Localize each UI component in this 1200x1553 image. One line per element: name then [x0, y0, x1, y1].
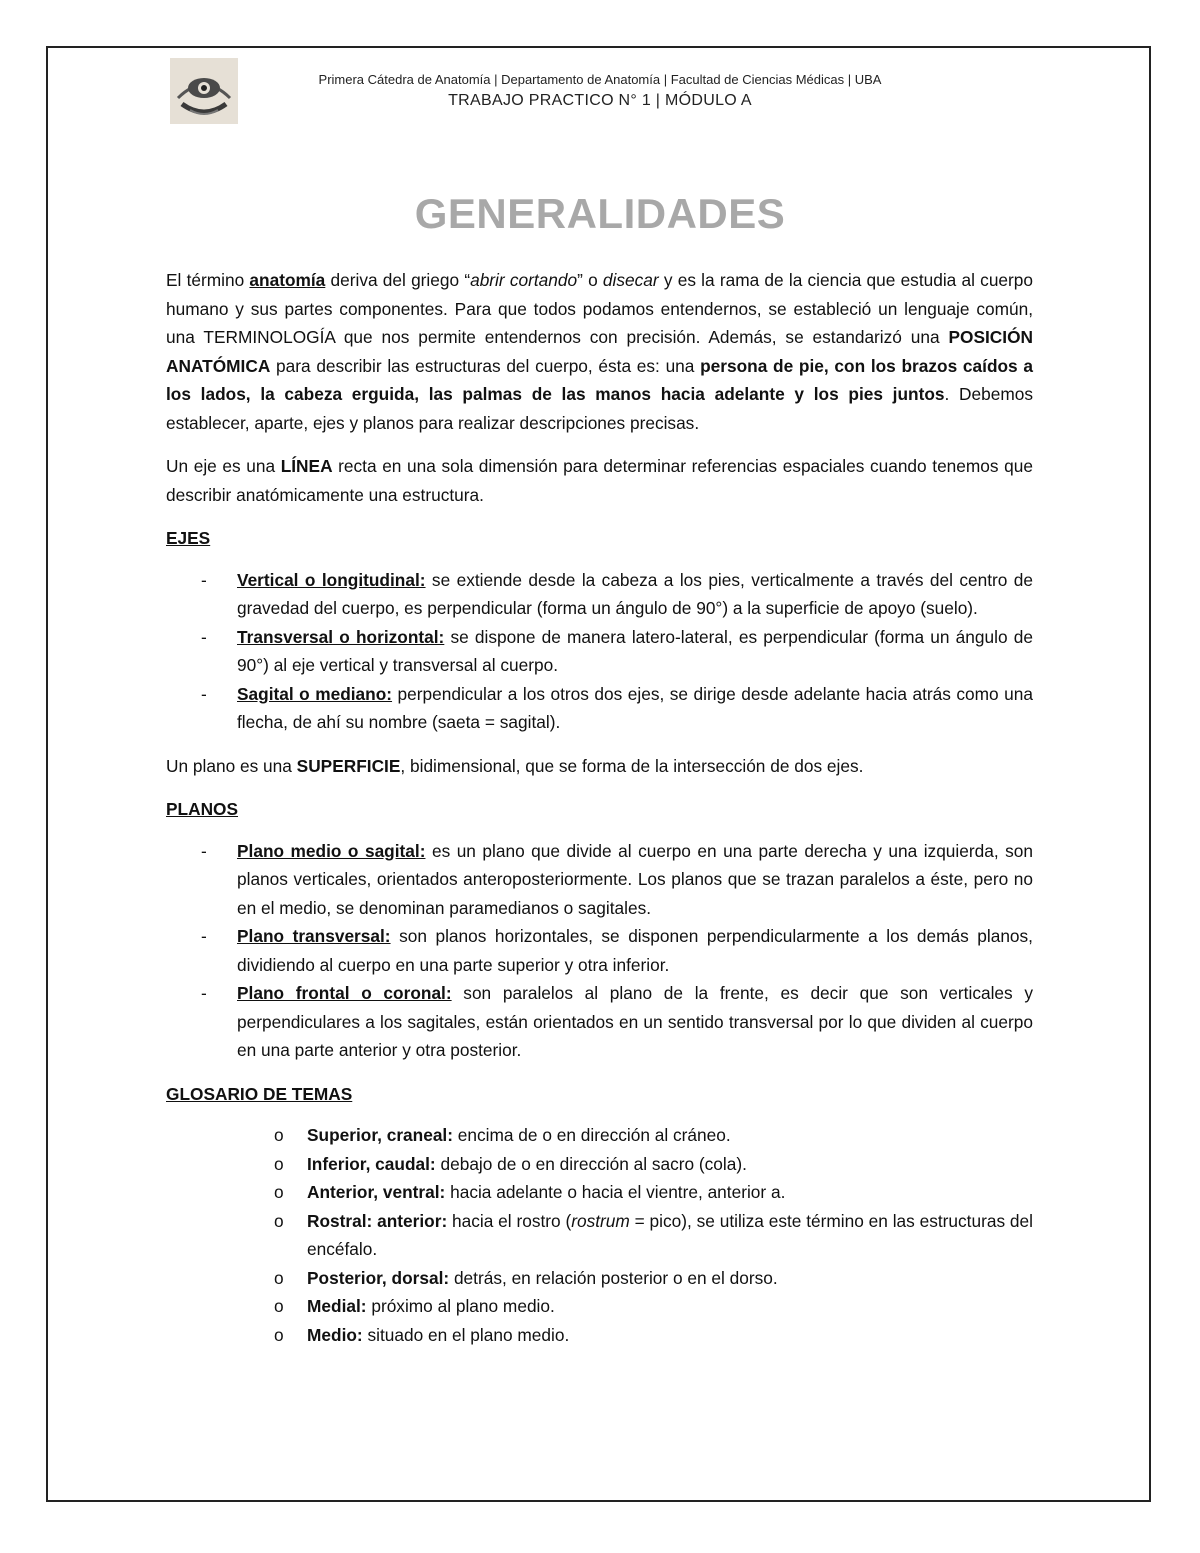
- list-text: hacia adelante o hacia el vientre, anterior a.: [445, 1182, 786, 1202]
- list-text: = pico), se utiliza este término en las estructuras del encéfalo.: [307, 1210, 1033, 1259]
- ejes-list: [166, 566, 1033, 737]
- text-run: El término: [166, 270, 250, 290]
- text-run: ” o: [577, 270, 603, 290]
- planos-list: [166, 837, 1033, 1065]
- term-superficie: SUPERFICIE: [296, 755, 401, 776]
- list-term: Vertical o longitudinal:: [237, 569, 426, 590]
- list-text: debajo de o en dirección al sacro (cola).: [435, 1153, 747, 1174]
- circle-marker: o: [274, 1153, 284, 1174]
- text-run: deriva del griego “: [325, 270, 471, 290]
- circle-marker: o: [274, 1210, 284, 1231]
- dash-marker: -: [201, 626, 207, 647]
- list-term: Plano frontal o coronal:: [237, 983, 452, 1003]
- list-term: Medio:: [307, 1324, 363, 1345]
- page-title: GENERALIDADES: [414, 190, 786, 237]
- text-run: para describir las estructuras del cuerpo, ésta es: una: [270, 355, 701, 376]
- list-term: Plano transversal:: [237, 926, 391, 946]
- circle-marker: o: [274, 1296, 284, 1316]
- list-text: se extiende desde la cabeza a los pies, verticalmente a través del centro de gravedad del cuerpo, es perpendicular (forma un ángulo de 90°) a la superficie de apoyo (suelo).: [237, 569, 1034, 618]
- circle-marker: o: [274, 1125, 284, 1145]
- circle-marker: o: [274, 1182, 284, 1202]
- list-item: [166, 1264, 1033, 1293]
- glosario-heading: GLOSARIO DE TEMAS: [166, 1083, 353, 1104]
- list-item: [166, 680, 1033, 737]
- eye-logo-icon: [170, 58, 238, 124]
- list-item: [166, 1292, 1033, 1321]
- term-rostrum: rostrum: [571, 1210, 630, 1231]
- posicion-description: persona de pie, con los brazos caídos a los lados, la cabeza erguida, las palmas de las manos hacia adelante y los pies juntos: [166, 355, 1033, 404]
- list-text: se dispone de manera latero-lateral, es perpendicular (forma un ángulo de 90°) al eje vertical y transversal al cuerpo.: [237, 626, 1033, 675]
- list-term: Sagital o mediano:: [237, 683, 393, 704]
- list-item: [166, 1321, 1033, 1350]
- list-text: perpendicular a los otros dos ejes, se dirige desde adelante hacia atrás como una flecha, de ahí su nombre (saeta = sagital).: [237, 683, 1034, 732]
- list-item: [166, 623, 1033, 680]
- list-term: Plano medio o sagital:: [237, 840, 426, 861]
- list-text: situado en el plano medio.: [362, 1324, 570, 1345]
- text-run: Un plano es una: [166, 755, 297, 776]
- term-linea: LÍNEA: [280, 456, 333, 476]
- planos-heading: PLANOS: [166, 799, 239, 819]
- list-term: Transversal o horizontal:: [237, 626, 445, 647]
- plano-definition: [166, 752, 1033, 781]
- list-item: [166, 1150, 1033, 1179]
- ejes-heading: EJES: [166, 528, 211, 548]
- dash-marker: -: [201, 569, 207, 590]
- list-term: Posterior, dorsal:: [307, 1267, 450, 1288]
- term-abrir-cortando: abrir cortando: [470, 270, 578, 290]
- list-text: detrás, en relación posterior o en el dorso.: [449, 1267, 778, 1288]
- text-run: Un eje es una: [166, 456, 281, 476]
- list-item: [166, 1121, 1033, 1150]
- list-text: es un plano que divide al cuerpo en una parte derecha y una izquierda, son planos verticales, orientados anteroposteriormente. Los planos que se trazan paralelos a éste, pero no en el medio, se denominan paramedianos o sagitales.: [237, 840, 1033, 918]
- list-text: son planos horizontales, se disponen perpendicularmente a los demás planos, dividiendo al cuerpo en una parte superior y otra inferior.: [237, 926, 1033, 975]
- list-text: encima de o en dirección al cráneo.: [453, 1125, 731, 1145]
- term-anatomia: anatomía: [249, 270, 326, 290]
- term-disecar: disecar: [602, 270, 659, 290]
- list-term: Anterior, ventral:: [307, 1182, 446, 1202]
- text-run: y es la rama de la ciencia que estudia al cuerpo humano y sus partes componentes. Para que todos podamos entendernos, se estableció un lenguaje común, una TERMINOLOGÍA que nos permite entendernos con precisión. Además, se estandarizó una: [166, 270, 1034, 347]
- dash-marker: -: [201, 683, 207, 704]
- list-item: [166, 979, 1033, 1065]
- header-institution: Primera Cátedra de Anatomía | Departamento de Anatomía | Facultad de Ciencias Médicas | UBA: [318, 72, 882, 87]
- list-term: Rostral: anterior:: [307, 1210, 448, 1231]
- list-text: son paralelos al plano de la frente, es decir que son verticales y perpendiculares a los sagitales, están orientados en un sentido transversal por lo que dividen al cuerpo en una parte anterior y otra posterior.: [237, 983, 1033, 1060]
- list-term: Inferior, caudal:: [307, 1153, 436, 1174]
- text-run: recta en una sola dimensión para determinar referencias espaciales cuando tenemos que describir anatómicamente una estructura.: [166, 456, 1033, 505]
- list-item: [166, 922, 1033, 979]
- list-text: hacia el rostro (: [447, 1210, 572, 1231]
- list-item: [166, 566, 1033, 623]
- document-body: [166, 266, 1033, 1349]
- list-item: [166, 1207, 1033, 1264]
- intro-paragraph: [166, 266, 1033, 437]
- text-run: . Debemos establecer, aparte, ejes y planos para realizar descripciones precisas.: [166, 384, 1033, 433]
- term-posicion-anatomica: POSICIÓN ANATÓMICA: [166, 327, 1033, 376]
- header-module: TRABAJO PRACTICO N° 1 | MÓDULO A: [448, 92, 752, 109]
- text-run: , bidimensional, que se forma de la intersección de dos ejes.: [400, 755, 864, 776]
- glosario-list: [166, 1121, 1033, 1349]
- list-text: próximo al plano medio.: [366, 1296, 555, 1316]
- eje-definition: [166, 452, 1033, 509]
- list-term: Medial:: [307, 1296, 367, 1316]
- dash-marker: -: [201, 926, 207, 946]
- list-item: [166, 837, 1033, 923]
- list-item: [166, 1178, 1033, 1207]
- dash-marker: -: [201, 983, 207, 1003]
- list-term: Superior, craneal:: [307, 1125, 453, 1145]
- circle-marker: o: [274, 1267, 284, 1288]
- circle-marker: o: [274, 1324, 284, 1345]
- dash-marker: -: [201, 840, 207, 861]
